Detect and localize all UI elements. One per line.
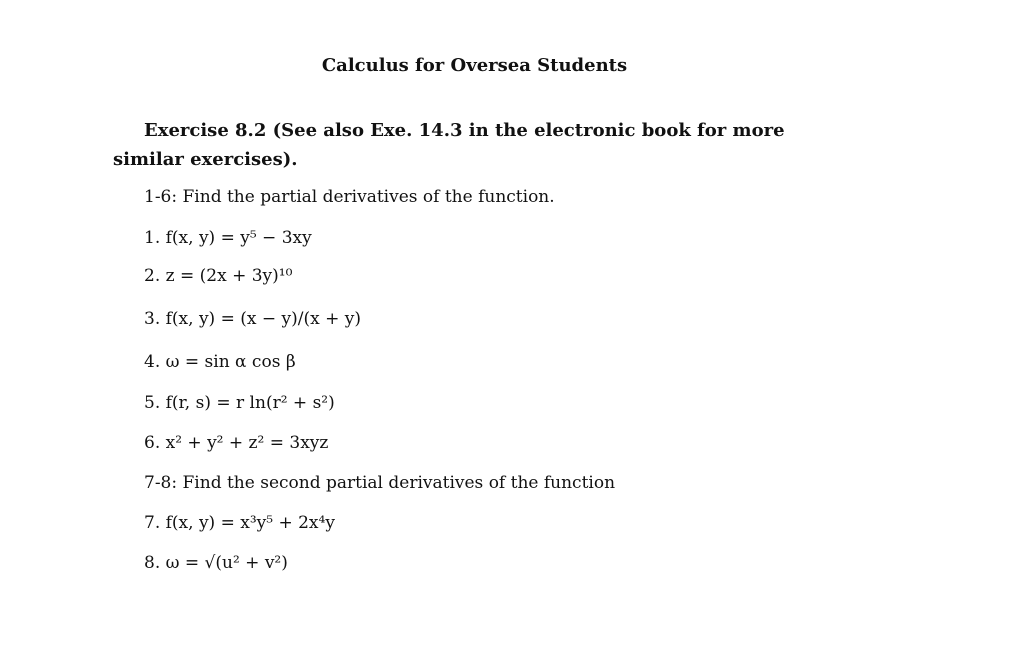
problem-4: 4. ω = sin α cos β (144, 352, 296, 372)
document-title: Calculus for Oversea Students (321, 55, 628, 76)
exercise-heading: Exercise 8.2 (See also Exe. 14.3 in the electronic book for more similar exercises). (113, 120, 785, 170)
problem-6: 6. x² + y² + z² = 3xyz (144, 433, 329, 453)
problem-2: 2. z = (2x + 3y)¹⁰ (144, 266, 293, 286)
problem-8: 8. ω = √(u² + v²) (144, 553, 288, 573)
section-instruction-7-8: 7-8: Find the second partial derivatives of the function (144, 473, 616, 493)
problem-7: 7. f(x, y) = x³y⁵ + 2x⁴y (144, 513, 335, 533)
problem-5: 5. f(r, s) = r ln(r² + s²) (144, 393, 335, 413)
section-instruction-1-6: 1-6: Find the partial derivatives of the function. (144, 187, 555, 207)
problem-1: 1. f(x, y) = y⁵ − 3xy (144, 228, 312, 248)
problem-3: 3. f(x, y) = (x − y)/(x + y) (144, 309, 361, 329)
